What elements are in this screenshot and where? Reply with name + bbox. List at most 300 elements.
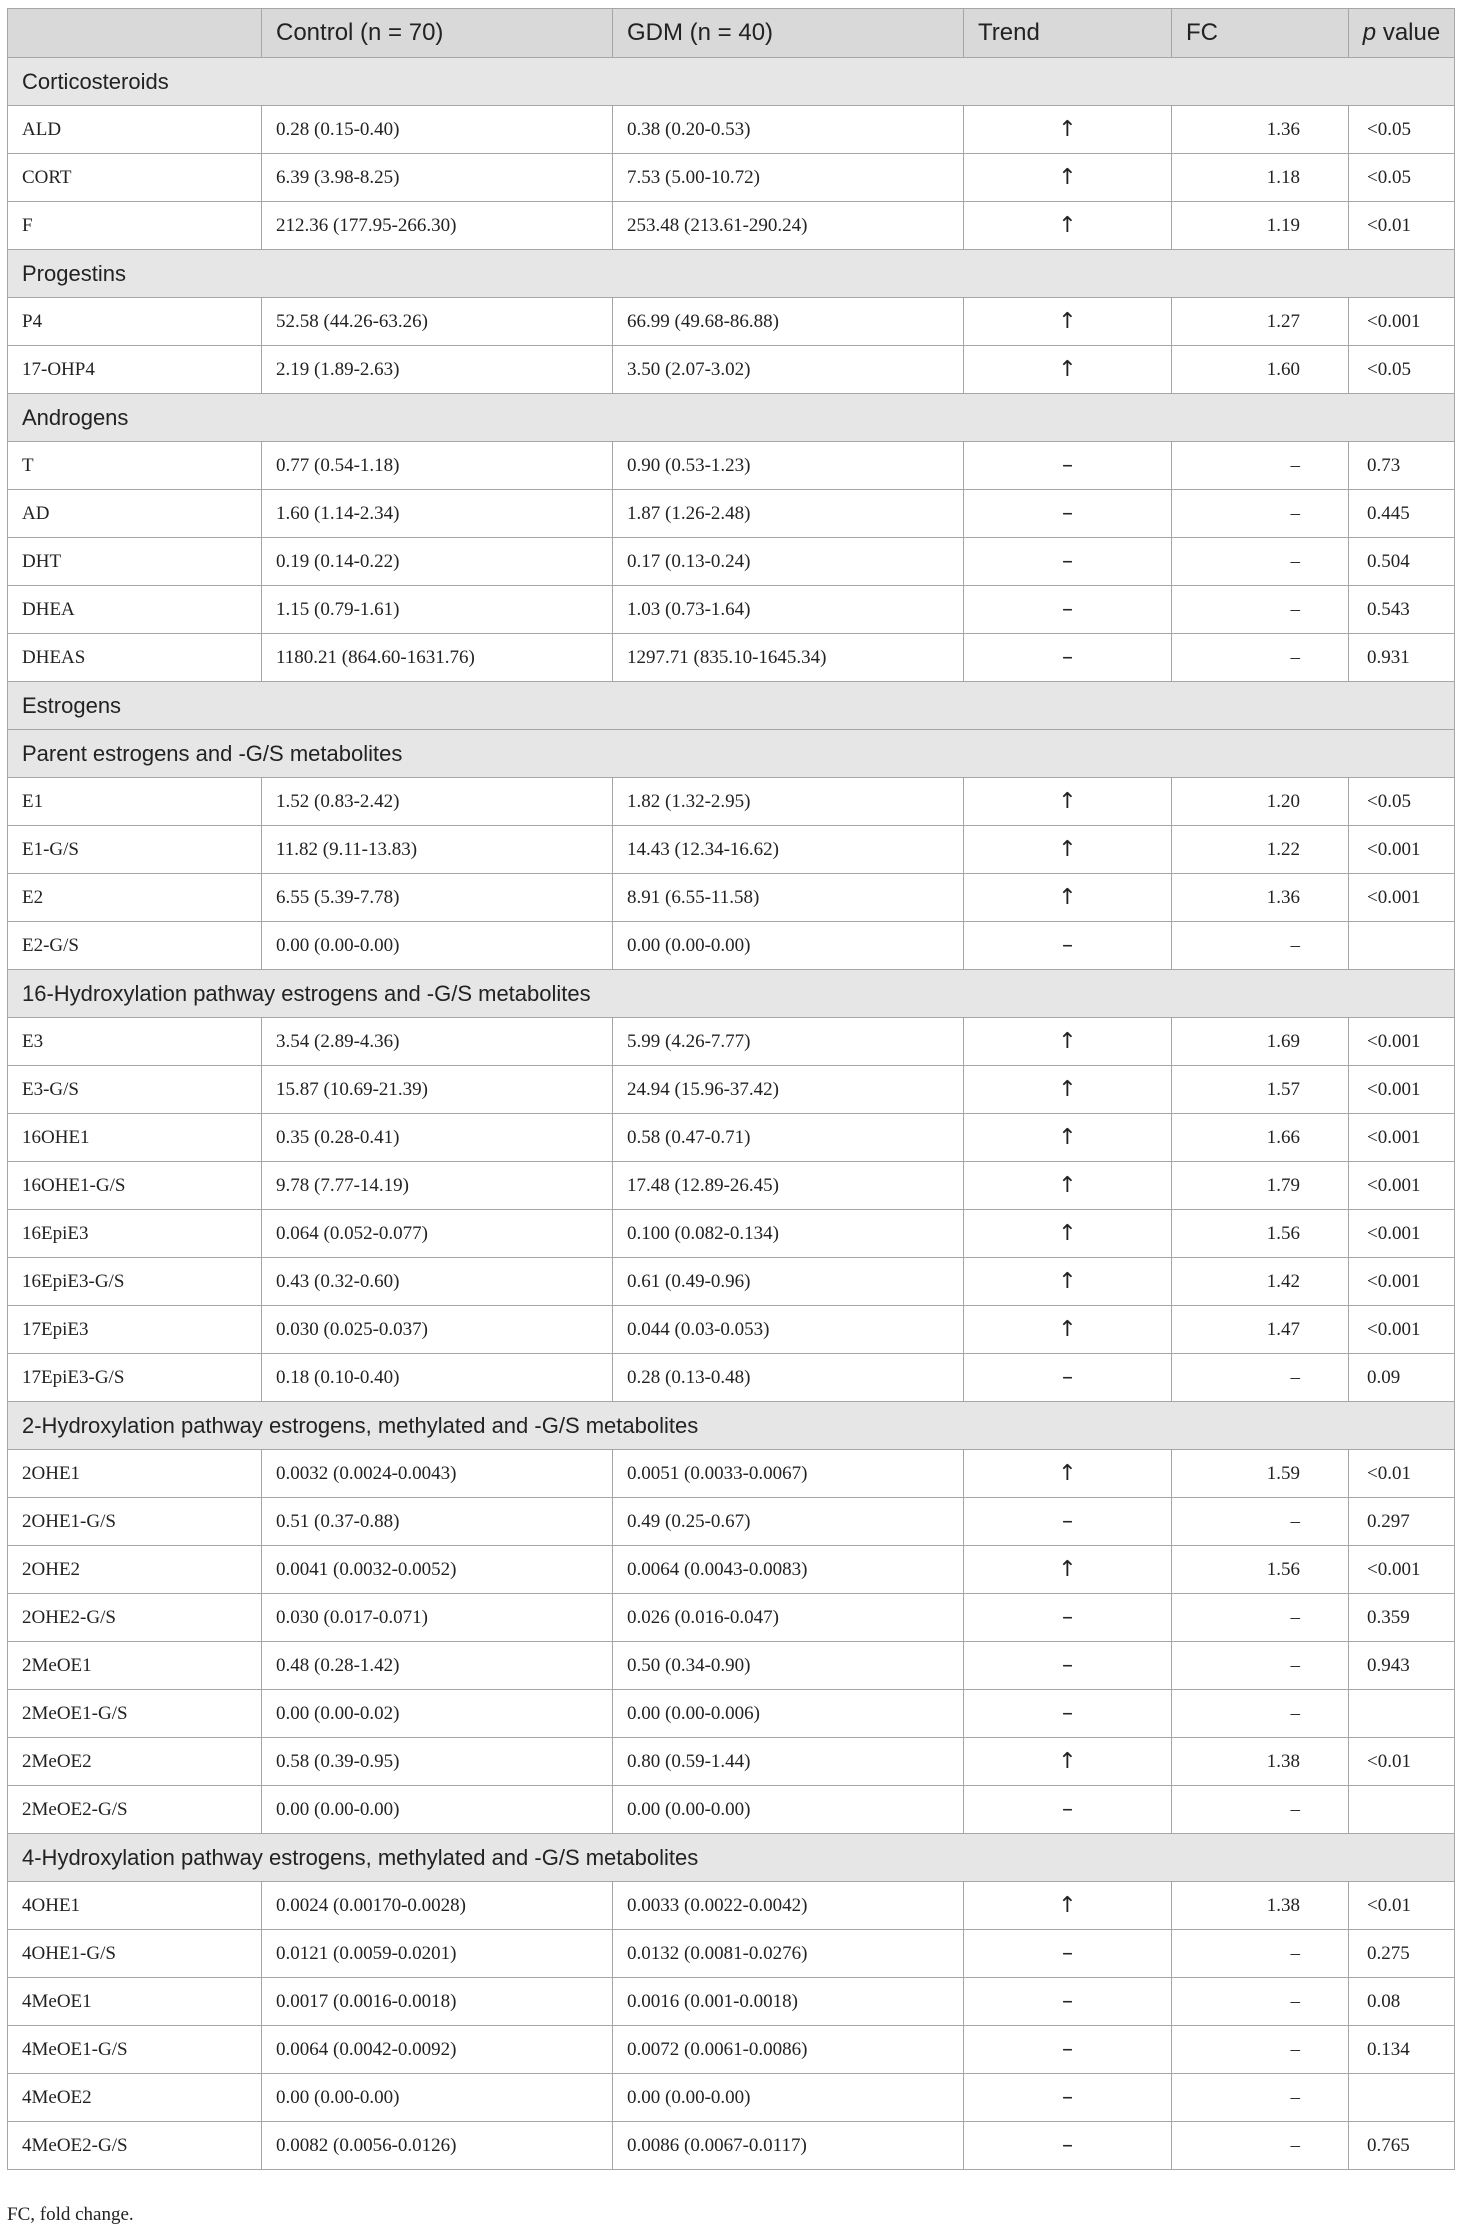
trend-cell xyxy=(964,1306,1172,1354)
gdm-cell: 1.82 (1.32-2.95) xyxy=(613,778,964,826)
p-value-cell xyxy=(1349,922,1455,970)
table-row xyxy=(8,1546,1455,1594)
gdm-cell: 0.00 (0.00-0.00) xyxy=(613,2074,964,2122)
p-value-cell: 0.931 xyxy=(1349,634,1455,682)
trend-cell xyxy=(964,1258,1172,1306)
fc-cell: 1.36 xyxy=(1172,874,1349,922)
trend-cell xyxy=(964,2074,1172,2122)
metabolite-cell: 2MeOE1 xyxy=(8,1642,262,1690)
fc-cell: 1.47 xyxy=(1172,1306,1349,1354)
header-metabolite xyxy=(8,9,262,58)
control-cell: 0.77 (0.54-1.18) xyxy=(262,442,613,490)
trend-cell xyxy=(964,2026,1172,2074)
p-value-cell: <0.01 xyxy=(1349,1738,1455,1786)
trend-cell xyxy=(964,1066,1172,1114)
control-cell: 0.030 (0.025-0.037) xyxy=(262,1306,613,1354)
p-value-cell: <0.05 xyxy=(1349,106,1455,154)
metabolite-cell: 4OHE1-G/S xyxy=(8,1930,262,1978)
control-cell: 0.0121 (0.0059-0.0201) xyxy=(262,1930,613,1978)
gdm-cell: 0.0064 (0.0043-0.0083) xyxy=(613,1546,964,1594)
metabolite-cell: 17EpiE3-G/S xyxy=(8,1354,262,1402)
control-cell: 0.064 (0.052-0.077) xyxy=(262,1210,613,1258)
gdm-cell: 24.94 (15.96-37.42) xyxy=(613,1066,964,1114)
gdm-cell: 0.0086 (0.0067-0.0117) xyxy=(613,2122,964,2170)
fc-cell: – xyxy=(1172,1978,1349,2026)
metabolite-cell: DHT xyxy=(8,538,262,586)
control-cell: 0.00 (0.00-0.00) xyxy=(262,2074,613,2122)
table-row xyxy=(8,874,1455,922)
p-value-cell: 0.445 xyxy=(1349,490,1455,538)
trend-cell xyxy=(964,298,1172,346)
dash-mark: – xyxy=(1062,2133,1073,2158)
up-arrow-icon: ↑ xyxy=(1058,1557,1077,1582)
gdm-cell: 1.87 (1.26-2.48) xyxy=(613,490,964,538)
metabolite-cell: P4 xyxy=(8,298,262,346)
trend-cell xyxy=(964,2122,1172,2170)
section-title: Parent estrogens and -G/S metabolites xyxy=(8,730,1455,778)
metabolite-cell: T xyxy=(8,442,262,490)
control-cell: 212.36 (177.95-266.30) xyxy=(262,202,613,250)
up-arrow-icon: ↑ xyxy=(1058,165,1077,190)
trend-cell xyxy=(964,1786,1172,1834)
table-row xyxy=(8,1354,1455,1402)
header-row xyxy=(8,9,1455,58)
p-value-cell: 0.543 xyxy=(1349,586,1455,634)
section-title: 16-Hydroxylation pathway estrogens and -G/S metabolites xyxy=(8,970,1455,1018)
up-arrow-icon: ↑ xyxy=(1058,1461,1077,1486)
table-row xyxy=(8,778,1455,826)
p-value-cell: <0.001 xyxy=(1349,298,1455,346)
gdm-cell: 0.00 (0.00-0.00) xyxy=(613,922,964,970)
dash-mark: – xyxy=(1062,2085,1073,2110)
control-cell: 11.82 (9.11-13.83) xyxy=(262,826,613,874)
p-value-cell: <0.01 xyxy=(1349,1450,1455,1498)
control-cell: 6.39 (3.98-8.25) xyxy=(262,154,613,202)
trend-cell xyxy=(964,1114,1172,1162)
section-row xyxy=(8,1834,1455,1882)
fc-cell: – xyxy=(1172,922,1349,970)
up-arrow-icon: ↑ xyxy=(1058,1317,1077,1342)
table-row xyxy=(8,1738,1455,1786)
table-row xyxy=(8,1210,1455,1258)
control-cell: 0.19 (0.14-0.22) xyxy=(262,538,613,586)
dash-mark: – xyxy=(1062,1797,1073,1822)
trend-cell xyxy=(964,154,1172,202)
section-row xyxy=(8,250,1455,298)
fc-cell: 1.36 xyxy=(1172,106,1349,154)
dash-mark: – xyxy=(1062,453,1073,478)
gdm-cell: 0.044 (0.03-0.053) xyxy=(613,1306,964,1354)
p-value-cell xyxy=(1349,2074,1455,2122)
p-value-cell: 0.359 xyxy=(1349,1594,1455,1642)
p-value-cell xyxy=(1349,1690,1455,1738)
table-row xyxy=(8,1066,1455,1114)
fc-cell: – xyxy=(1172,2122,1349,2170)
metabolite-cell: 4MeOE2 xyxy=(8,2074,262,2122)
dash-mark: – xyxy=(1062,1989,1073,2014)
gdm-cell: 1297.71 (835.10-1645.34) xyxy=(613,634,964,682)
gdm-cell: 0.100 (0.082-0.134) xyxy=(613,1210,964,1258)
header-gdm: GDM (n = 40) xyxy=(613,9,964,58)
trend-cell xyxy=(964,1594,1172,1642)
gdm-cell: 0.58 (0.47-0.71) xyxy=(613,1114,964,1162)
trend-cell xyxy=(964,1978,1172,2026)
trend-cell xyxy=(964,778,1172,826)
metabolite-cell: 2MeOE2 xyxy=(8,1738,262,1786)
fc-cell: 1.18 xyxy=(1172,154,1349,202)
up-arrow-icon: ↑ xyxy=(1058,1125,1077,1150)
section-title: Progestins xyxy=(8,250,1455,298)
control-cell: 0.0032 (0.0024-0.0043) xyxy=(262,1450,613,1498)
fc-cell: – xyxy=(1172,442,1349,490)
section-title: Estrogens xyxy=(8,682,1455,730)
control-cell: 0.35 (0.28-0.41) xyxy=(262,1114,613,1162)
p-value-cell: 0.504 xyxy=(1349,538,1455,586)
dash-mark: – xyxy=(1062,2037,1073,2062)
metabolite-cell: 2MeOE1-G/S xyxy=(8,1690,262,1738)
up-arrow-icon: ↑ xyxy=(1058,357,1077,382)
gdm-cell: 17.48 (12.89-26.45) xyxy=(613,1162,964,1210)
metabolite-cell: ALD xyxy=(8,106,262,154)
p-value-cell: <0.01 xyxy=(1349,202,1455,250)
table-row xyxy=(8,1162,1455,1210)
dash-mark: – xyxy=(1062,1653,1073,1678)
metabolite-cell: 16OHE1-G/S xyxy=(8,1162,262,1210)
control-cell: 3.54 (2.89-4.36) xyxy=(262,1018,613,1066)
p-value-cell: <0.001 xyxy=(1349,1546,1455,1594)
p-value-cell: <0.001 xyxy=(1349,1210,1455,1258)
fc-cell: – xyxy=(1172,2074,1349,2122)
table-row xyxy=(8,1114,1455,1162)
fc-cell: 1.20 xyxy=(1172,778,1349,826)
fc-cell: 1.59 xyxy=(1172,1450,1349,1498)
section-row xyxy=(8,58,1455,106)
fc-cell: 1.60 xyxy=(1172,346,1349,394)
header-fc: FC xyxy=(1172,9,1349,58)
gdm-cell: 14.43 (12.34-16.62) xyxy=(613,826,964,874)
trend-cell xyxy=(964,1738,1172,1786)
trend-cell xyxy=(964,1450,1172,1498)
up-arrow-icon: ↑ xyxy=(1058,1029,1077,1054)
metabolite-cell: E3 xyxy=(8,1018,262,1066)
section-title: 4-Hydroxylation pathway estrogens, methylated and -G/S metabolites xyxy=(8,1834,1455,1882)
gdm-cell: 0.0033 (0.0022-0.0042) xyxy=(613,1882,964,1930)
fc-cell: – xyxy=(1172,1594,1349,1642)
section-title: Androgens xyxy=(8,394,1455,442)
metabolite-cell: 16EpiE3 xyxy=(8,1210,262,1258)
table-row xyxy=(8,1258,1455,1306)
up-arrow-icon: ↑ xyxy=(1058,1173,1077,1198)
control-cell: 1.52 (0.83-2.42) xyxy=(262,778,613,826)
fc-cell: 1.69 xyxy=(1172,1018,1349,1066)
section-row xyxy=(8,970,1455,1018)
control-cell: 9.78 (7.77-14.19) xyxy=(262,1162,613,1210)
control-cell: 2.19 (1.89-2.63) xyxy=(262,346,613,394)
p-value-cell: <0.001 xyxy=(1349,1066,1455,1114)
gdm-cell: 1.03 (0.73-1.64) xyxy=(613,586,964,634)
fc-cell: – xyxy=(1172,1642,1349,1690)
up-arrow-icon: ↑ xyxy=(1058,1077,1077,1102)
control-cell: 0.00 (0.00-0.02) xyxy=(262,1690,613,1738)
up-arrow-icon: ↑ xyxy=(1058,1269,1077,1294)
p-value-cell: 0.275 xyxy=(1349,1930,1455,1978)
gdm-cell: 0.28 (0.13-0.48) xyxy=(613,1354,964,1402)
metabolite-cell: 4MeOE2-G/S xyxy=(8,2122,262,2170)
trend-cell xyxy=(964,202,1172,250)
control-cell: 1180.21 (864.60-1631.76) xyxy=(262,634,613,682)
metabolite-cell: E3-G/S xyxy=(8,1066,262,1114)
table-row xyxy=(8,202,1455,250)
control-cell: 0.18 (0.10-0.40) xyxy=(262,1354,613,1402)
metabolite-cell: 17-OHP4 xyxy=(8,346,262,394)
trend-cell xyxy=(964,1162,1172,1210)
p-value-cell: 0.943 xyxy=(1349,1642,1455,1690)
table-row xyxy=(8,922,1455,970)
table-row xyxy=(8,1978,1455,2026)
gdm-cell: 0.0132 (0.0081-0.0276) xyxy=(613,1930,964,1978)
trend-cell xyxy=(964,1690,1172,1738)
table-row xyxy=(8,826,1455,874)
fc-cell: 1.66 xyxy=(1172,1114,1349,1162)
gdm-cell: 0.00 (0.00-0.006) xyxy=(613,1690,964,1738)
gdm-cell: 0.00 (0.00-0.00) xyxy=(613,1786,964,1834)
table-row xyxy=(8,1690,1455,1738)
gdm-cell: 0.026 (0.016-0.047) xyxy=(613,1594,964,1642)
up-arrow-icon: ↑ xyxy=(1058,309,1077,334)
fc-cell: 1.27 xyxy=(1172,298,1349,346)
section-row xyxy=(8,730,1455,778)
trend-cell xyxy=(964,106,1172,154)
table-row xyxy=(8,154,1455,202)
p-value-cell: <0.001 xyxy=(1349,1114,1455,1162)
metabolite-cell: E1 xyxy=(8,778,262,826)
gdm-cell: 0.90 (0.53-1.23) xyxy=(613,442,964,490)
table-row xyxy=(8,442,1455,490)
p-value-cell: <0.001 xyxy=(1349,1018,1455,1066)
gdm-cell: 0.0072 (0.0061-0.0086) xyxy=(613,2026,964,2074)
metabolite-cell: E2-G/S xyxy=(8,922,262,970)
trend-cell xyxy=(964,1498,1172,1546)
control-cell: 0.28 (0.15-0.40) xyxy=(262,106,613,154)
fc-cell: – xyxy=(1172,1930,1349,1978)
gdm-cell: 0.61 (0.49-0.96) xyxy=(613,1258,964,1306)
trend-cell xyxy=(964,538,1172,586)
trend-cell xyxy=(964,1018,1172,1066)
table-row xyxy=(8,538,1455,586)
table-row xyxy=(8,1882,1455,1930)
control-cell: 1.15 (0.79-1.61) xyxy=(262,586,613,634)
control-cell: 0.43 (0.32-0.60) xyxy=(262,1258,613,1306)
gdm-cell: 0.17 (0.13-0.24) xyxy=(613,538,964,586)
table-row xyxy=(8,346,1455,394)
dash-mark: – xyxy=(1062,933,1073,958)
trend-cell xyxy=(964,874,1172,922)
fc-cell: 1.42 xyxy=(1172,1258,1349,1306)
trend-cell xyxy=(964,1546,1172,1594)
metabolite-cell: F xyxy=(8,202,262,250)
gdm-cell: 66.99 (49.68-86.88) xyxy=(613,298,964,346)
dash-mark: – xyxy=(1062,645,1073,670)
table-row xyxy=(8,634,1455,682)
gdm-cell: 0.38 (0.20-0.53) xyxy=(613,106,964,154)
metabolite-cell: CORT xyxy=(8,154,262,202)
up-arrow-icon: ↑ xyxy=(1058,117,1077,142)
control-cell: 6.55 (5.39-7.78) xyxy=(262,874,613,922)
gdm-cell: 0.80 (0.59-1.44) xyxy=(613,1738,964,1786)
up-arrow-icon: ↑ xyxy=(1058,1221,1077,1246)
table-row xyxy=(8,298,1455,346)
table-container xyxy=(7,8,1454,2170)
trend-cell xyxy=(964,634,1172,682)
p-value-cell: <0.001 xyxy=(1349,1162,1455,1210)
p-value-cell: 0.09 xyxy=(1349,1354,1455,1402)
control-cell: 0.00 (0.00-0.00) xyxy=(262,1786,613,1834)
fc-cell: – xyxy=(1172,1690,1349,1738)
p-value-cell: <0.001 xyxy=(1349,826,1455,874)
fc-cell: – xyxy=(1172,634,1349,682)
fc-cell: 1.79 xyxy=(1172,1162,1349,1210)
control-cell: 0.58 (0.39-0.95) xyxy=(262,1738,613,1786)
fc-cell: 1.57 xyxy=(1172,1066,1349,1114)
up-arrow-icon: ↑ xyxy=(1058,885,1077,910)
table-row xyxy=(8,1306,1455,1354)
metabolite-cell: 4MeOE1 xyxy=(8,1978,262,2026)
fc-cell: – xyxy=(1172,586,1349,634)
trend-cell xyxy=(964,490,1172,538)
fc-cell: 1.19 xyxy=(1172,202,1349,250)
p-value-cell: <0.001 xyxy=(1349,1258,1455,1306)
p-value-cell: <0.05 xyxy=(1349,346,1455,394)
metabolite-cell: DHEA xyxy=(8,586,262,634)
table-row xyxy=(8,1018,1455,1066)
table-row xyxy=(8,1786,1455,1834)
metabolite-cell: 2OHE2-G/S xyxy=(8,1594,262,1642)
dash-mark: – xyxy=(1062,501,1073,526)
metabolite-cell: 16OHE1 xyxy=(8,1114,262,1162)
dash-mark: – xyxy=(1062,1941,1073,1966)
metabolite-cell: 16EpiE3-G/S xyxy=(8,1258,262,1306)
table-row xyxy=(8,1498,1455,1546)
section-title: 2-Hydroxylation pathway estrogens, methylated and -G/S metabolites xyxy=(8,1402,1455,1450)
gdm-cell: 3.50 (2.07-3.02) xyxy=(613,346,964,394)
dash-mark: – xyxy=(1062,1605,1073,1630)
trend-cell xyxy=(964,922,1172,970)
control-cell: 0.030 (0.017-0.071) xyxy=(262,1594,613,1642)
p-value-cell: <0.001 xyxy=(1349,874,1455,922)
trend-cell xyxy=(964,346,1172,394)
up-arrow-icon: ↑ xyxy=(1058,1749,1077,1774)
fc-cell: 1.38 xyxy=(1172,1738,1349,1786)
trend-cell xyxy=(964,826,1172,874)
dash-mark: – xyxy=(1062,549,1073,574)
gdm-cell: 0.0016 (0.001-0.0018) xyxy=(613,1978,964,2026)
trend-cell xyxy=(964,1882,1172,1930)
dash-mark: – xyxy=(1062,1365,1073,1390)
trend-cell xyxy=(964,1354,1172,1402)
header-trend: Trend xyxy=(964,9,1172,58)
section-row xyxy=(8,682,1455,730)
metabolite-cell: 2OHE1 xyxy=(8,1450,262,1498)
metabolite-cell: 4OHE1 xyxy=(8,1882,262,1930)
fc-cell: 1.38 xyxy=(1172,1882,1349,1930)
p-value-cell: 0.134 xyxy=(1349,2026,1455,2074)
trend-cell xyxy=(964,586,1172,634)
section-row xyxy=(8,394,1455,442)
trend-cell xyxy=(964,442,1172,490)
control-cell: 0.0082 (0.0056-0.0126) xyxy=(262,2122,613,2170)
table-row xyxy=(8,2122,1455,2170)
table-row xyxy=(8,2074,1455,2122)
table-row xyxy=(8,106,1455,154)
header-p-value: p value xyxy=(1349,9,1455,58)
p-value-cell: <0.01 xyxy=(1349,1882,1455,1930)
table-row xyxy=(8,586,1455,634)
section-row xyxy=(8,1402,1455,1450)
footnote: FC, fold change. xyxy=(7,2204,134,2225)
table-row xyxy=(8,490,1455,538)
fc-cell: 1.56 xyxy=(1172,1546,1349,1594)
gdm-cell: 0.49 (0.25-0.67) xyxy=(613,1498,964,1546)
metabolite-cell: 17EpiE3 xyxy=(8,1306,262,1354)
trend-cell xyxy=(964,1642,1172,1690)
table-row xyxy=(8,1450,1455,1498)
gdm-cell: 0.0051 (0.0033-0.0067) xyxy=(613,1450,964,1498)
fc-cell: – xyxy=(1172,1498,1349,1546)
control-cell: 0.0064 (0.0042-0.0092) xyxy=(262,2026,613,2074)
control-cell: 0.0024 (0.00170-0.0028) xyxy=(262,1882,613,1930)
dash-mark: – xyxy=(1062,1509,1073,1534)
control-cell: 0.00 (0.00-0.00) xyxy=(262,922,613,970)
p-value-cell: 0.765 xyxy=(1349,2122,1455,2170)
metabolite-cell: 2OHE1-G/S xyxy=(8,1498,262,1546)
control-cell: 0.51 (0.37-0.88) xyxy=(262,1498,613,1546)
table-row xyxy=(8,1930,1455,1978)
metabolite-cell: E2 xyxy=(8,874,262,922)
metabolite-cell: AD xyxy=(8,490,262,538)
gdm-cell: 253.48 (213.61-290.24) xyxy=(613,202,964,250)
p-value-cell: <0.05 xyxy=(1349,778,1455,826)
metabolite-cell: 2MeOE2-G/S xyxy=(8,1786,262,1834)
dash-mark: – xyxy=(1062,597,1073,622)
control-cell: 15.87 (10.69-21.39) xyxy=(262,1066,613,1114)
control-cell: 1.60 (1.14-2.34) xyxy=(262,490,613,538)
up-arrow-icon: ↑ xyxy=(1058,1893,1077,1918)
gdm-cell: 7.53 (5.00-10.72) xyxy=(613,154,964,202)
metabolite-cell: 2OHE2 xyxy=(8,1546,262,1594)
up-arrow-icon: ↑ xyxy=(1058,213,1077,238)
fc-cell: 1.56 xyxy=(1172,1210,1349,1258)
table-row xyxy=(8,2026,1455,2074)
metabolite-cell: E1-G/S xyxy=(8,826,262,874)
table-row xyxy=(8,1594,1455,1642)
p-value-cell: <0.001 xyxy=(1349,1306,1455,1354)
p-value-cell: 0.08 xyxy=(1349,1978,1455,2026)
control-cell: 0.0041 (0.0032-0.0052) xyxy=(262,1546,613,1594)
fc-cell: – xyxy=(1172,1354,1349,1402)
steroid-table xyxy=(7,8,1455,2170)
p-value-cell: 0.297 xyxy=(1349,1498,1455,1546)
fc-cell: – xyxy=(1172,490,1349,538)
up-arrow-icon: ↑ xyxy=(1058,789,1077,814)
control-cell: 0.48 (0.28-1.42) xyxy=(262,1642,613,1690)
gdm-cell: 5.99 (4.26-7.77) xyxy=(613,1018,964,1066)
fc-cell: 1.22 xyxy=(1172,826,1349,874)
header-control: Control (n = 70) xyxy=(262,9,613,58)
control-cell: 52.58 (44.26-63.26) xyxy=(262,298,613,346)
control-cell: 0.0017 (0.0016-0.0018) xyxy=(262,1978,613,2026)
trend-cell xyxy=(964,1210,1172,1258)
p-value-cell: <0.05 xyxy=(1349,154,1455,202)
